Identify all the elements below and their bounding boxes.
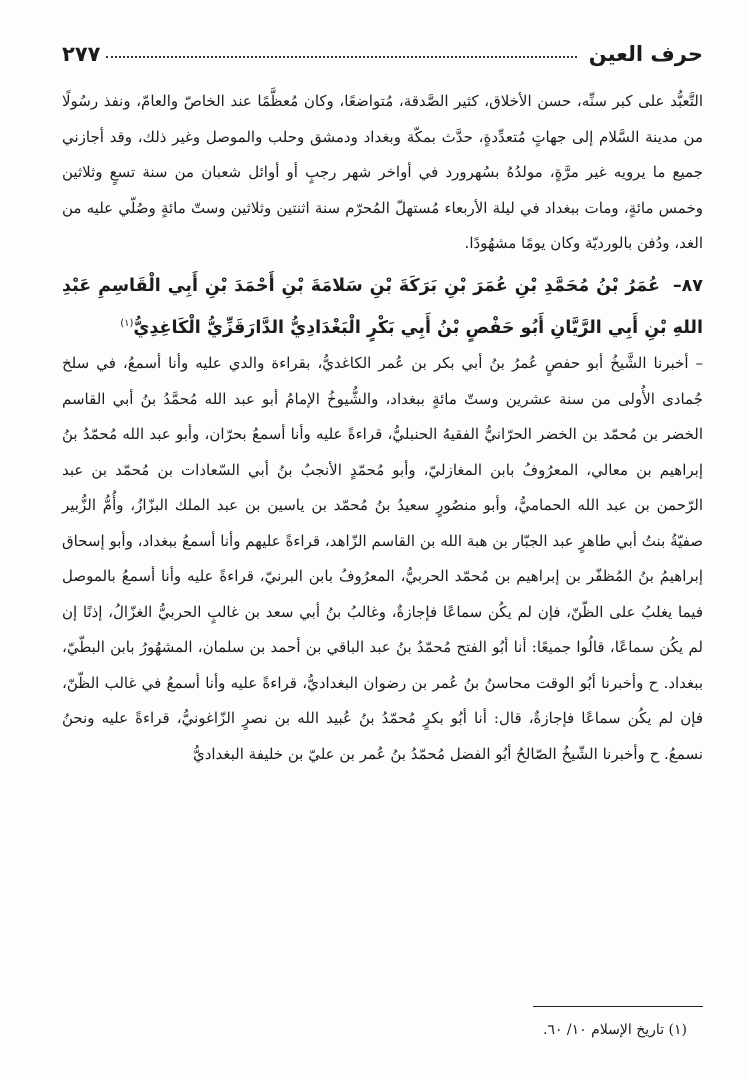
running-header [62,30,703,66]
page-number: ٢٧٧ [62,42,101,66]
footnote-marker: (١) [120,317,134,329]
entry-name: عُمَرُ بْنُ مُحَمَّدِ بْنِ عُمَرَ بْنِ بَرَكَةَ بْنِ سَلامَةَ بْنِ أَحْمَدَ بْنِ أَبِي الْقَاسِمِ عَبْدِ اللهِ بْنِ أَبِي الرَّيَّانِ أَبُو حَفْصٍ بْنُ أَبِي بَكْرٍ الْبَغْدَادِيُّ الدَّارَقَزِّيُّ الْكَاغِدِيُّ [62,275,703,338]
entry-number: ٨٧– [672,275,703,296]
chapter-title: حرف العين [588,42,703,66]
isnad-paragraph: – أخبرنا الشَّيخُ أبو حفصٍ عُمرُ بنُ أبي بكر بن عُمر الكاغديُّ، بقراءة والدي عليه وأنا أسمعُ، في سلخ جُمادى الأُولى من سنة عشرين وستّ مائةٍ ببغداد، والشُّيوخُ الإمامُ أبو عبد الله مُحمَّدُ بنُ أبي القاسم الخضر بن مُحمّد بن الخضر الحرّانيُّ الفقيهُ الحنبليُّ، قراءةً عليه وأنا أسمعُ بحرّان، وأبو عبد الله مُحمّدُ بنُ إبراهيم بن معالي، المعرُوفُ بابن المغازليّ، وأبو مُحمّدٍ الأنجبُ بنُ أبي السّعادات بن مُحمّد بن عبد الرّحمن بن عبد الله الحماميُّ، وأبو منصُورٍ سعيدُ بنُ مُحمّد بن ياسين بن عبد الملك البزّازُ، وأُمُّ الزُّبير صفيّةُ بنتُ أبي طاهرٍ عبد الجبّار بن هبة الله بن القاسم الزّاهد، قراءةً عليهم وأنا أسمعُ ببغداد، وأبو إسحاق إبراهيمُ بنُ المُظفّر بن إبراهيم بن مُحمّد الحربيُّ، المعرُوفُ بابن البرنيّ، قراءةً عليه وأنا أسمعُ بالموصل فيما يغلبُ على الظّنّ، فإن لم يكُن سماعًا فإجازةٌ، وغالبُ بنُ أبي سعد بن غالبٍ الحربيُّ الغزّالُ، إذنًا إن لم يكُن سماعًا، قالُوا جميعًا: أنا أبُو الفتح مُحمّدُ بنُ عبد الباقي بن أحمد بن سلمان، المشهُورُ بابن البطّيّ، ببغداد. ح وأخبرنا أبُو الوقت محاسنُ بنُ عُمر بن رضوان البغداديُّ، قراءةً عليه وأنا أسمعُ في غالب الظّنّ، فإن لم يكُن سماعًا فإجازةٌ، قال: أنا أبُو بكرٍ مُحمّدُ بنُ عُبيد الله بن نصرٍ الزّاغونيُّ، قراءةً عليه ونحنُ نسمعُ. ح وأخبرنا الشّيخُ الصّالحُ أبُو الفضل مُحمّدُ بنُ عُمر بن عليّ بن خليفة البغداديُّ [62,354,703,763]
header-dotted-leader [106,55,576,58]
entry-heading [62,268,703,347]
footnote-separator [533,1006,703,1007]
footnote: (١) تاريخ الإسلام ١٠/ ٦٠. [542,1022,687,1038]
intro-paragraph: التَّعبُّد على كبر سنِّه، حسن الأخلاق، كثير الصَّدقة، مُتواضعًا، وكان مُعظَّمًا عند الخاصّ والعامّ، ونفذ رسُولًا من مدينة السَّلام إلى جهاتٍ مُتعدِّدةٍ، حدَّث بمكّة وبغداد ودمشق وحلب والموصل وغير ذلك، وقد أجازني جميع ما يرويه غير مرَّةٍ، مولدُهُ بسُهرورد في أواخر شهر رجبٍ أو أوائل شعبان من سنة تسعٍ وثلاثين وخمس مائةٍ، ومات ببغداد في ليلة الأربعاء مُستهلّ المُحرّم سنة اثنتين وثلاثين وستّ مائةٍ وصُلّي عليه من الغد، ودُفن بالورديّة وكان يومًا مشهُودًا. [62,92,703,252]
page-body [62,84,703,772]
